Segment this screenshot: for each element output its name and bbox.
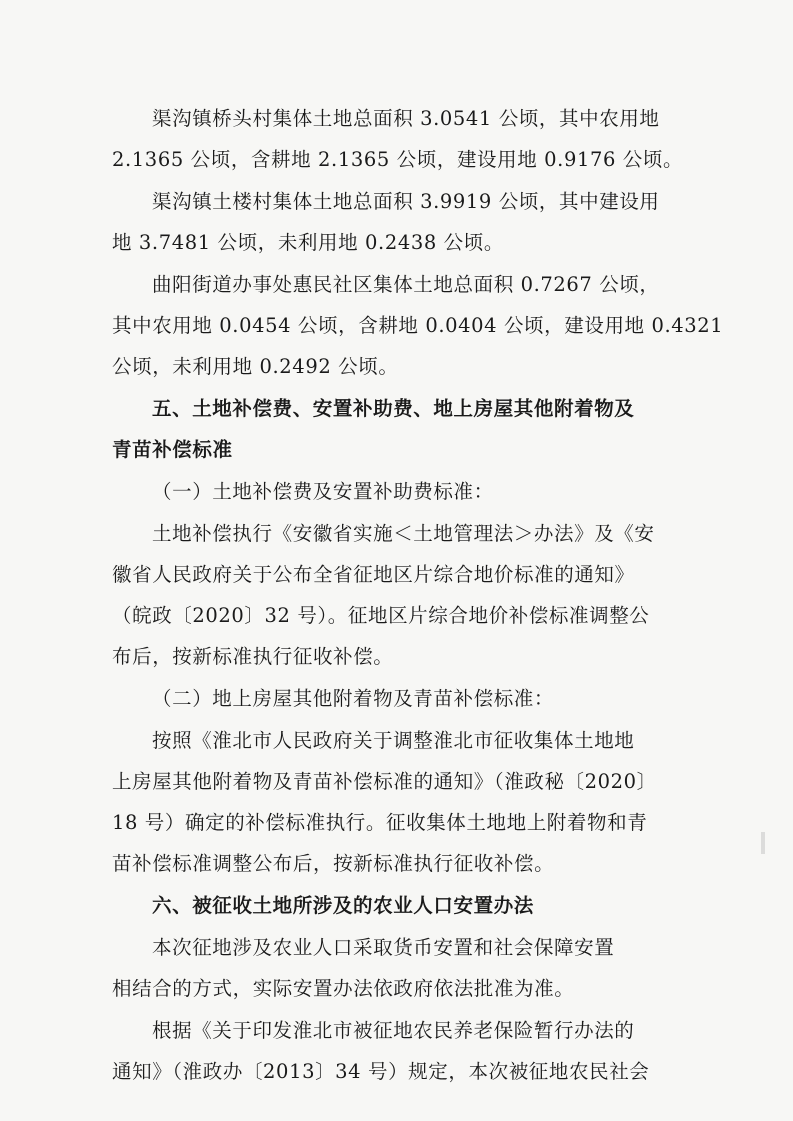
text-line: 土地补偿执行《安徽省实施＜土地管理法＞办法》及《安 [152,522,655,545]
paragraph-land-compensation [112,513,667,677]
subsection-5-2-title [112,678,667,719]
text-line: 苗补偿标准调整公布后，按新标准执行征收补偿。 [112,852,555,875]
scan-artifact [761,832,765,854]
section-5-heading [112,388,667,470]
subsection-5-1-title [112,471,667,512]
text-line: （皖政〔2020〕32 号）。征地区片综合地价补偿标准调整公 [112,604,650,627]
text-line: 上房屋其他附着物及青苗补偿标准的通知》（淮政秘〔2020〕 [112,770,657,793]
text-line: 渠沟镇土楼村集体土地总面积 3.9919 公顷，其中建设用 [152,190,660,213]
paragraph-pension-insurance [112,1010,667,1092]
paragraph-attachments-compensation [112,720,667,884]
heading-line: 六、被征收土地所涉及的农业人口安置办法 [152,894,534,917]
heading-line: 青苗补偿标准 [112,438,233,461]
text-line: 按照《淮北市人民政府关于调整淮北市征收集体土地地 [152,729,635,752]
text-line: 2.1365 公顷，含耕地 2.1365 公顷，建设用地 0.9176 公顷。 [112,148,684,171]
paragraph-qiaotou-village [112,98,684,180]
text-line: 徽省人民政府关于公布全省征地区片综合地价标准的通知》 [112,563,635,586]
paragraph-huimin-community [112,264,724,387]
text-line: 18 号）确定的补偿标准执行。征收集体土地地上附着物和青 [112,811,648,834]
text-line: 曲阳街道办事处惠民社区集体土地总面积 0.7267 公顷， [152,273,660,296]
paragraph-tulou-village [112,181,667,263]
text-line: 布后，按新标准执行征收补偿。 [112,645,394,668]
paragraph-resettlement-method [112,927,667,1009]
text-line: 地 3.7481 公顷，未利用地 0.2438 公顷。 [112,231,504,254]
section-6-heading [112,885,667,926]
subsection-title: （二）地上房屋其他附着物及青苗补偿标准： [152,687,555,710]
heading-line: 五、土地补偿费、安置补助费、地上房屋其他附着物及 [152,397,635,420]
text-line: 本次征地涉及农业人口采取货币安置和社会保障安置 [152,936,615,959]
text-line: 公顷，未利用地 0.2492 公顷。 [112,355,399,378]
text-line: 通知》（淮政办〔2013〕34 号）规定，本次被征地农民社会 [112,1060,650,1083]
text-line: 根据《关于印发淮北市被征地农民养老保险暂行办法的 [152,1019,635,1042]
subsection-title: （一）土地补偿费及安置补助费标准： [152,480,494,503]
text-line: 相结合的方式，实际安置办法依政府依法批准为准。 [112,977,575,1000]
text-line: 渠沟镇桥头村集体土地总面积 3.0541 公顷，其中农用地 [152,107,660,130]
text-line: 其中农用地 0.0454 公顷，含耕地 0.0404 公顷，建设用地 0.4321 [112,314,724,337]
